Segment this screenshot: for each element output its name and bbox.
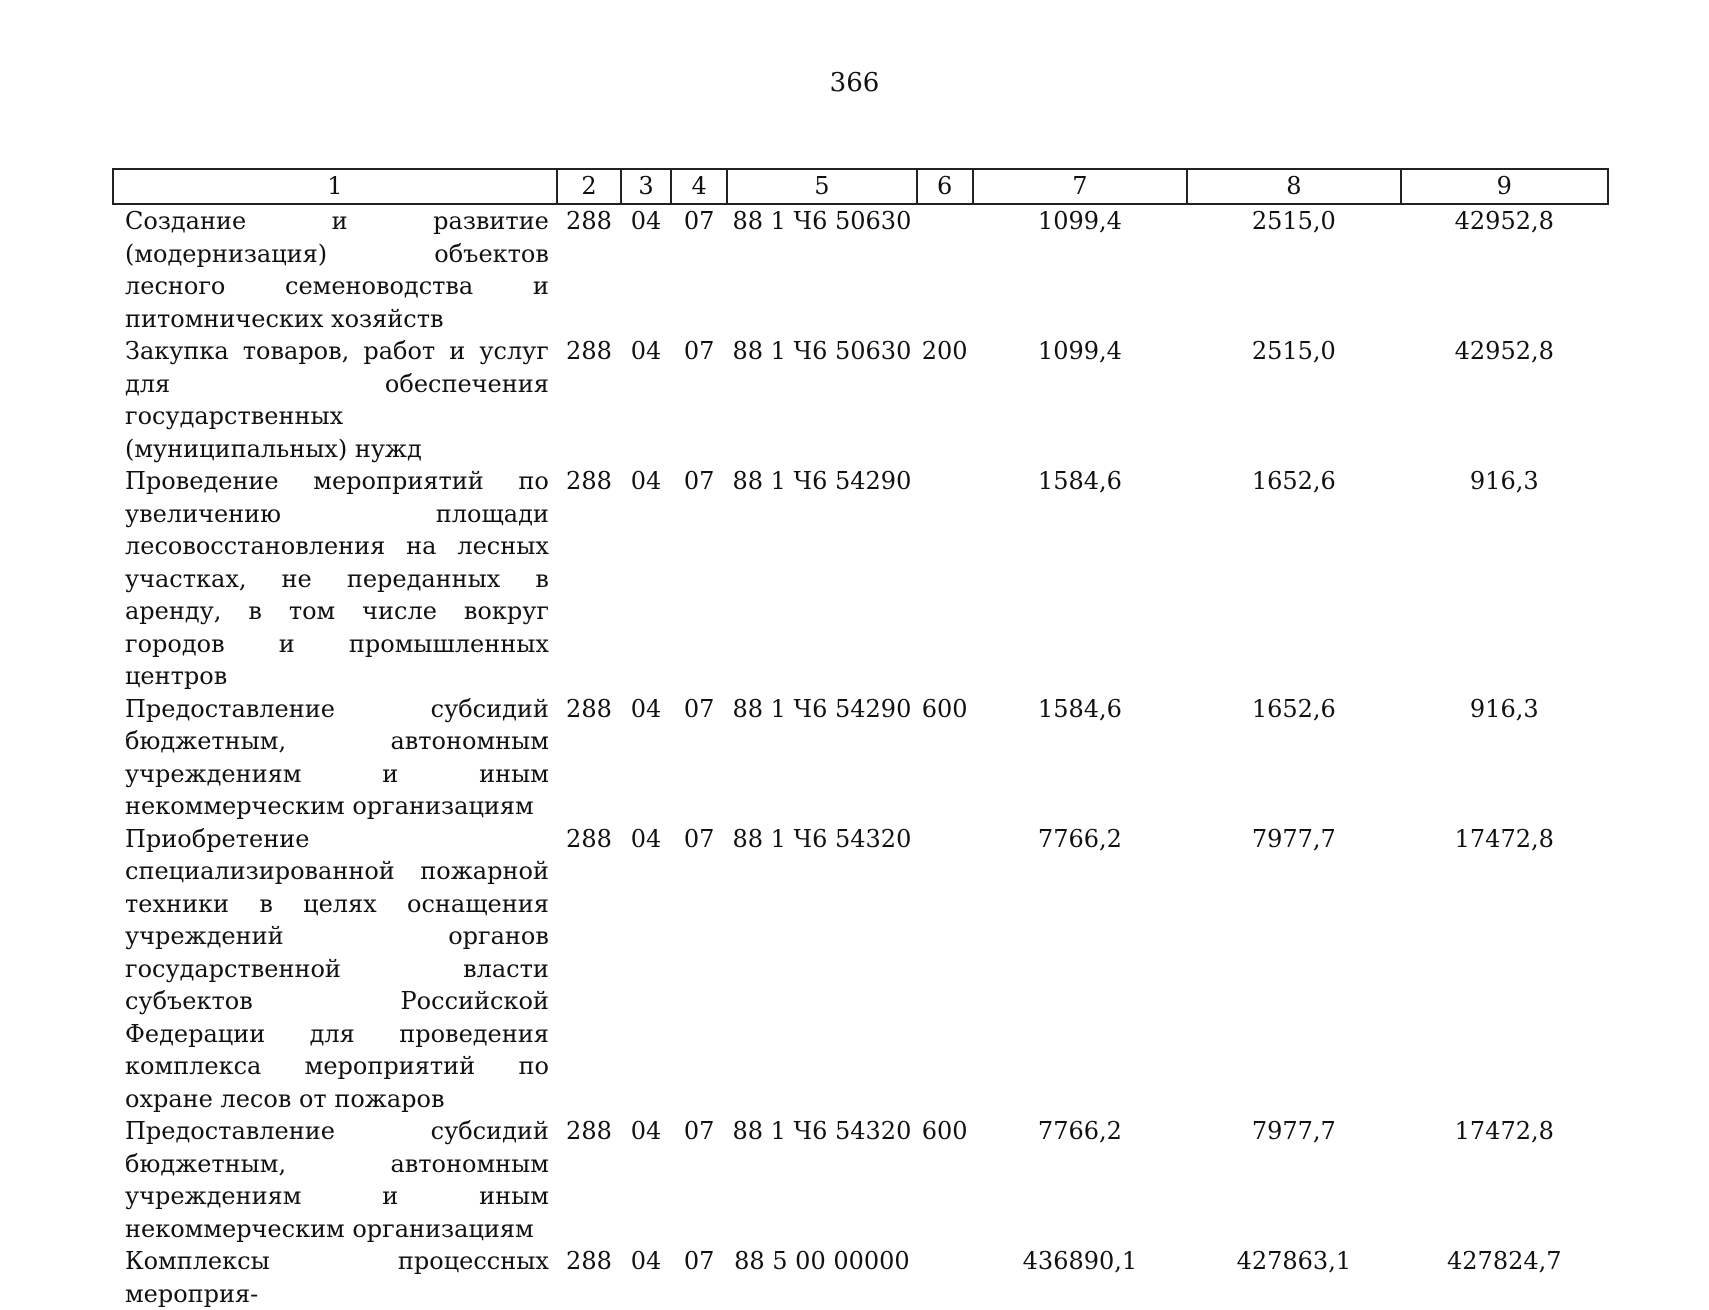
row-section-code: 04 (630, 207, 662, 235)
row-name: Проведение мероприятий по увеличению площади лесовосстановления на лесных участках, не переданных в аренду, в том числе вокруг городов и промышленных центров (125, 467, 549, 690)
row-subsection-code: 07 (683, 1247, 715, 1275)
table-row (113, 1115, 1608, 1245)
row-section-code: 04 (630, 824, 662, 853)
header-cell-8: 8 (1187, 169, 1400, 204)
table-row (113, 693, 1608, 823)
row-amount-9: 916,3 (1469, 467, 1539, 495)
row-expense-type (917, 465, 973, 693)
row-target-code: 88 1 Ч6 54320 (732, 1117, 912, 1145)
row-target-code: 88 1 Ч6 50630 (732, 207, 912, 235)
row-amount-7: 1099,4 (1037, 207, 1122, 235)
row-amount-8: 7977,7 (1251, 1117, 1336, 1145)
row-amount-7: 7766,2 (1037, 824, 1122, 853)
row-subsection-code: 07 (683, 1117, 715, 1145)
row-name: Создание и развитие (модернизация) объектов лесного семеноводства и питомнических хозяйств (125, 207, 549, 333)
row-ministry-code: 288 (566, 207, 612, 235)
row-ministry-code: 288 (566, 467, 612, 495)
row-target-code: 88 1 Ч6 54290 (732, 694, 912, 723)
table-row (113, 204, 1608, 335)
header-row (113, 169, 1608, 204)
row-ministry-code: 288 (566, 337, 612, 365)
row-target-code: 88 1 Ч6 50630 (732, 337, 912, 365)
header-cell-1: 1 (113, 169, 557, 204)
row-amount-9: 42952,8 (1454, 207, 1554, 235)
row-amount-7: 7766,2 (1037, 1117, 1122, 1145)
table-row (113, 335, 1608, 465)
row-amount-8: 2515,0 (1251, 207, 1336, 235)
row-section-code: 04 (630, 467, 662, 495)
row-section-code: 04 (630, 337, 662, 365)
row-amount-9: 42952,8 (1454, 337, 1554, 365)
row-name: Предоставление субсидий бюджетным, автономным учреждениям и иным некоммерческим организациям (125, 1117, 549, 1243)
header-cell-3: 3 (621, 169, 671, 204)
header-cell-5: 5 (727, 169, 916, 204)
row-name: Приобретение специализированной пожарной техники в целях оснащения учреждений органов государственной власти субъектов Российской Федерации для проведения комплекса мероприятий по охране лесов от пожаров (125, 824, 549, 1113)
row-amount-9: 17472,8 (1454, 824, 1554, 853)
row-ministry-code: 288 (566, 1247, 612, 1275)
header-cell-6: 6 (917, 169, 973, 204)
table-row (113, 465, 1608, 693)
row-expense-type (917, 204, 973, 335)
row-section-code: 04 (630, 1117, 662, 1145)
row-amount-9: 17472,8 (1454, 1117, 1554, 1145)
header-cell-7: 7 (973, 169, 1187, 204)
row-amount-8: 427863,1 (1236, 1247, 1352, 1275)
row-amount-7: 1584,6 (1037, 467, 1122, 495)
budget-table (112, 168, 1609, 1310)
table-header (113, 169, 1608, 204)
row-amount-8: 1652,6 (1251, 467, 1336, 495)
row-ministry-code: 288 (566, 1117, 612, 1145)
table-row (113, 1245, 1608, 1310)
row-amount-9: 916,3 (1469, 694, 1539, 723)
header-cell-4: 4 (671, 169, 727, 204)
row-section-code: 04 (630, 1247, 662, 1275)
row-section-code: 04 (630, 694, 662, 723)
row-amount-7: 1584,6 (1037, 694, 1122, 723)
row-amount-7: 1099,4 (1037, 337, 1122, 365)
row-target-code: 88 1 Ч6 54320 (732, 824, 912, 853)
row-amount-8: 7977,7 (1251, 824, 1336, 853)
row-expense-type (917, 823, 973, 1116)
row-target-code: 88 5 00 00000 (734, 1247, 910, 1275)
row-expense-type (917, 1245, 973, 1310)
row-ministry-code: 288 (566, 824, 612, 853)
row-name: Комплексы процессных мероприя- (125, 1247, 549, 1308)
row-subsection-code: 07 (683, 207, 715, 235)
row-subsection-code: 07 (683, 467, 715, 495)
page-number: 366 (829, 68, 880, 98)
row-target-code: 88 1 Ч6 54290 (732, 467, 912, 495)
row-name: Предоставление субсидий бюджетным, автономным учреждениям и иным некоммерческим организациям (125, 694, 549, 820)
row-expense-type: 200 (921, 337, 968, 365)
table-body (113, 204, 1608, 1310)
header-cell-9: 9 (1401, 169, 1608, 204)
row-ministry-code: 288 (566, 694, 612, 723)
row-subsection-code: 07 (683, 694, 715, 723)
row-amount-8: 1652,6 (1251, 694, 1336, 723)
header-cell-2: 2 (557, 169, 621, 204)
row-amount-8: 2515,0 (1251, 337, 1336, 365)
row-expense-type: 600 (921, 694, 968, 723)
row-name: Закупка товаров, работ и услуг для обеспечения государственных (муниципальных) нужд (125, 337, 549, 463)
row-amount-9: 427824,7 (1447, 1247, 1562, 1275)
row-subsection-code: 07 (683, 337, 715, 365)
row-amount-7: 436890,1 (1022, 1247, 1138, 1275)
row-subsection-code: 07 (683, 824, 715, 853)
row-expense-type: 600 (921, 1117, 968, 1145)
table-row (113, 823, 1608, 1116)
